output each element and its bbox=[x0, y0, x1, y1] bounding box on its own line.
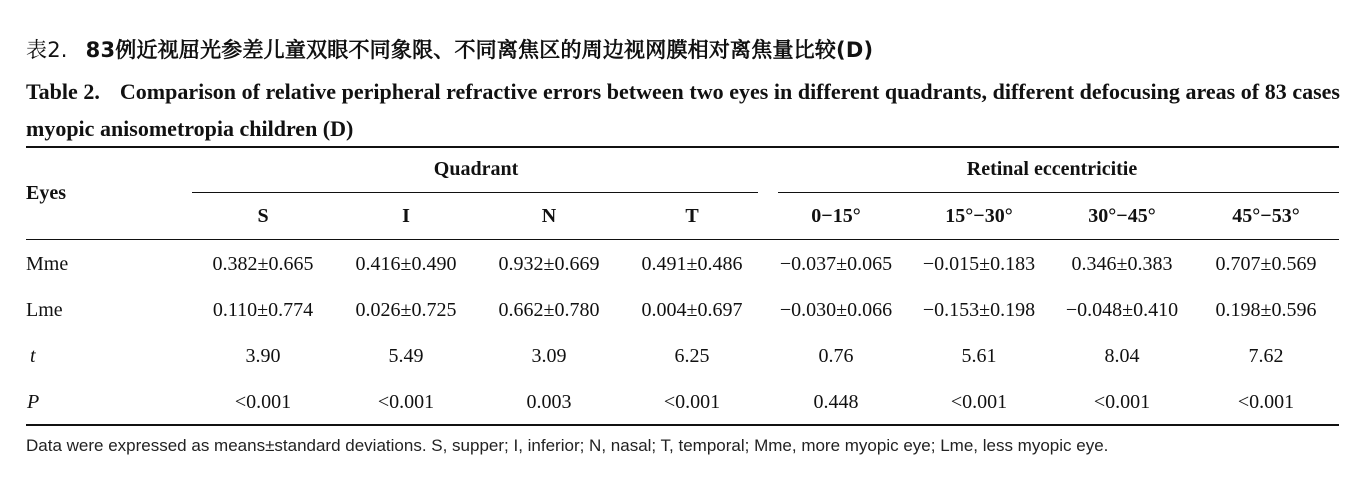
table-cell: <0.001 bbox=[1093, 391, 1151, 413]
table-cell: 0.110±0.774 bbox=[212, 299, 314, 321]
row-label-mme: Mme bbox=[26, 253, 69, 275]
table-cell: <0.001 bbox=[234, 391, 292, 413]
column-header-0-15: 0−15° bbox=[811, 205, 861, 227]
table-cell: 3.09 bbox=[531, 345, 567, 367]
column-header-i: I bbox=[402, 205, 410, 227]
table-cell: 0.707±0.569 bbox=[1215, 253, 1317, 275]
group-header-retinal-eccentricity: Retinal eccentricitie bbox=[966, 158, 1138, 180]
table-caption-english bbox=[26, 73, 1340, 147]
table-cell: <0.001 bbox=[377, 391, 435, 413]
group-header-quadrant: Quadrant bbox=[433, 158, 519, 180]
table-cell: <0.001 bbox=[950, 391, 1008, 413]
column-header-30-45: 30°−45° bbox=[1088, 205, 1156, 227]
table-title-english: Comparison of relative peripheral refractive errors between two eyes in different quadrants, different defocusing areas of 83 cases myopic anisometropia children (D) bbox=[26, 79, 1340, 141]
table-label-english: Table 2. bbox=[26, 79, 100, 104]
table-cell: 3.90 bbox=[245, 345, 281, 367]
table-cell: 0.003 bbox=[526, 391, 572, 413]
quadrant-group-rule bbox=[192, 192, 758, 193]
table-cell: 0.662±0.780 bbox=[498, 299, 600, 321]
table-label-chinese: 表2. bbox=[26, 38, 68, 62]
table-cell: 0.448 bbox=[813, 391, 859, 413]
table-cell: 7.62 bbox=[1248, 345, 1284, 367]
table-cell: 0.932±0.669 bbox=[498, 253, 600, 275]
table-cell: <0.001 bbox=[1237, 391, 1295, 413]
header-bottom-rule bbox=[26, 239, 1339, 240]
table-cell: −0.037±0.065 bbox=[779, 253, 893, 275]
table-cell: −0.048±0.410 bbox=[1065, 299, 1179, 321]
row-label-lme: Lme bbox=[26, 299, 63, 321]
column-header-45-53: 45°−53° bbox=[1232, 205, 1300, 227]
column-header-t: T bbox=[685, 205, 699, 227]
table-top-rule bbox=[26, 146, 1339, 148]
table-cell: 5.61 bbox=[961, 345, 997, 367]
table-title-chinese: 83例近视屈光参差儿童双眼不同象限、不同离焦区的周边视网膜相对离焦量比较(D) bbox=[85, 38, 874, 62]
table-cell: 0.76 bbox=[818, 345, 854, 367]
table-cell: −0.030±0.066 bbox=[779, 299, 893, 321]
column-header-15-30: 15°−30° bbox=[945, 205, 1013, 227]
table-caption-chinese bbox=[26, 34, 873, 64]
table-bottom-rule bbox=[26, 424, 1339, 426]
table-cell: 0.004±0.697 bbox=[641, 299, 743, 321]
table-cell: −0.153±0.198 bbox=[922, 299, 1036, 321]
table-cell: −0.015±0.183 bbox=[922, 253, 1036, 275]
table-footnote: Data were expressed as means±standard deviations. S, supper; I, inferior; N, nasal; T, temporal; Mme, more myopic eye; Lme, less myopic eye. bbox=[26, 436, 1109, 455]
column-header-s: S bbox=[257, 205, 269, 227]
table-cell: 6.25 bbox=[674, 345, 710, 367]
table-cell: <0.001 bbox=[663, 391, 721, 413]
eccentricity-group-rule bbox=[778, 192, 1339, 193]
table-cell: 8.04 bbox=[1104, 345, 1140, 367]
table-cell: 0.491±0.486 bbox=[641, 253, 743, 275]
table-cell: 0.026±0.725 bbox=[355, 299, 457, 321]
column-header-n: N bbox=[541, 205, 557, 227]
stub-header-eyes: Eyes bbox=[26, 182, 66, 204]
table-cell: 0.346±0.383 bbox=[1071, 253, 1173, 275]
row-label-p: P bbox=[27, 391, 40, 413]
table-cell: 5.49 bbox=[388, 345, 424, 367]
table-cell: 0.416±0.490 bbox=[355, 253, 457, 275]
table-cell: 0.198±0.596 bbox=[1215, 299, 1317, 321]
table-cell: 0.382±0.665 bbox=[212, 253, 314, 275]
row-label-t: t bbox=[30, 345, 36, 367]
